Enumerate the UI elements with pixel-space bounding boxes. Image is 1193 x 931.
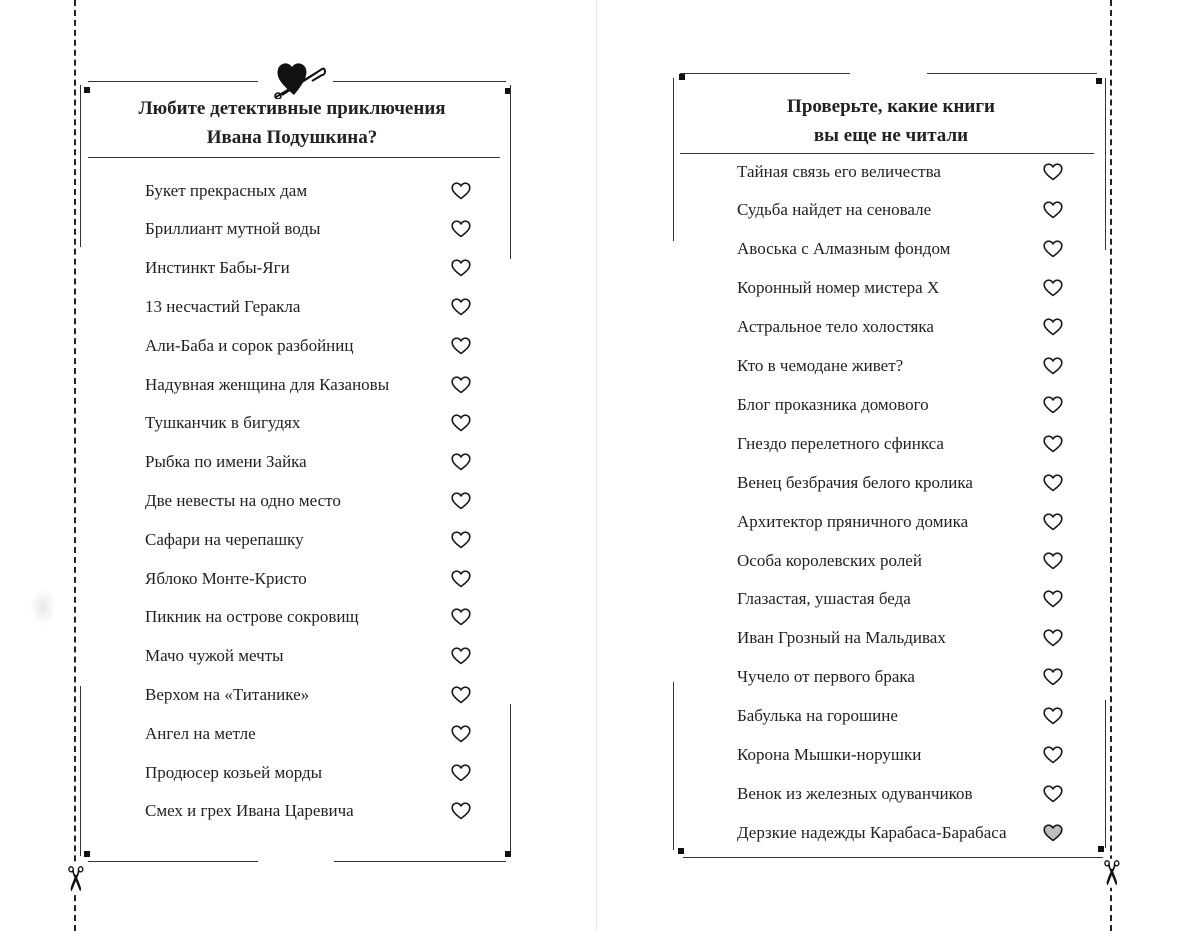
frame-right-top bbox=[510, 85, 511, 259]
heart-outline-icon[interactable] bbox=[1043, 785, 1063, 803]
heart-outline-icon[interactable] bbox=[1043, 552, 1063, 570]
heart-outline-icon[interactable] bbox=[451, 570, 471, 588]
heart-outline-icon[interactable] bbox=[1043, 435, 1063, 453]
book-title: Пикник на острове сокровищ bbox=[145, 607, 359, 627]
book-title: Тайная связь его величества bbox=[737, 161, 941, 181]
book-title: Бабулька на горошине bbox=[737, 706, 898, 726]
frame-bottom bbox=[683, 857, 1103, 858]
book-title: Бриллиант мутной воды bbox=[145, 219, 321, 239]
heart-outline-icon[interactable] bbox=[451, 608, 471, 626]
book-list-item bbox=[737, 736, 1063, 775]
book-title: Букет прекрасных дам bbox=[145, 180, 308, 200]
book-list-item bbox=[145, 365, 471, 404]
book-list-item bbox=[145, 559, 471, 598]
book-title: Иван Грозный на Мальдивах bbox=[737, 628, 946, 648]
book-list-item bbox=[145, 326, 471, 365]
book-list-item bbox=[145, 753, 471, 792]
book-title: Чучело от первого брака bbox=[737, 667, 915, 687]
book-list-item bbox=[737, 230, 1063, 269]
page-spread-divider bbox=[596, 0, 597, 931]
book-list-item bbox=[737, 385, 1063, 424]
frame-corner bbox=[84, 851, 90, 857]
frame-corner bbox=[678, 848, 684, 854]
book-title: Смех и грех Ивана Царевича bbox=[145, 801, 354, 821]
heart-outline-icon[interactable] bbox=[451, 802, 471, 820]
book-list-item bbox=[737, 697, 1063, 736]
heart-outline-icon[interactable] bbox=[1043, 396, 1063, 414]
book-title: Рыбка по имени Зайка bbox=[145, 452, 307, 472]
heart-outline-icon[interactable] bbox=[451, 492, 471, 510]
heart-outline-icon[interactable] bbox=[1043, 201, 1063, 219]
title-rule bbox=[88, 157, 500, 158]
book-list-item bbox=[737, 580, 1063, 619]
book-list-item bbox=[145, 443, 471, 482]
book-title: Тушканчик в бигудях bbox=[145, 413, 301, 433]
book-title: Надувная женщина для Казановы bbox=[145, 374, 390, 394]
book-list-item bbox=[737, 152, 1063, 191]
scissors-icon: ✂ bbox=[54, 864, 95, 894]
book-list-item bbox=[737, 269, 1063, 308]
heart-outline-icon[interactable] bbox=[451, 259, 471, 277]
cut-line-right bbox=[1110, 0, 1112, 931]
page-title: Проверьте, какие книги вы еще не читали bbox=[787, 96, 995, 146]
heart-outline-icon[interactable] bbox=[451, 182, 471, 200]
book-title: Корона Мышки-норушки bbox=[737, 745, 922, 764]
book-list-item bbox=[145, 210, 471, 249]
book-list-item bbox=[145, 520, 471, 559]
book-title: Мачо чужой мечты bbox=[145, 646, 284, 666]
book-list-item bbox=[737, 658, 1063, 697]
book-title: Астральное тело холостяка bbox=[737, 317, 934, 337]
book-title: Особа королевских ролей bbox=[737, 550, 922, 570]
heart-outline-icon[interactable] bbox=[451, 531, 471, 549]
heart-safety-pin-icon bbox=[272, 55, 328, 99]
book-title: Коронный номер мистера Х bbox=[737, 278, 940, 298]
book-title: Судьба найдет на сеновале bbox=[737, 200, 932, 220]
heart-filled-gray-icon[interactable] bbox=[1043, 824, 1063, 842]
heart-outline-icon[interactable] bbox=[1043, 318, 1063, 336]
book-title: Две невесты на одно место bbox=[145, 490, 341, 510]
heart-outline-icon[interactable] bbox=[451, 453, 471, 471]
heart-outline-icon[interactable] bbox=[1043, 590, 1063, 608]
heart-outline-icon[interactable] bbox=[1043, 707, 1063, 725]
frame-top-left bbox=[88, 81, 258, 82]
book-title: Яблоко Монте-Кристо bbox=[145, 568, 307, 588]
book-list-item bbox=[737, 774, 1063, 813]
frame-left-top bbox=[673, 78, 674, 241]
scissors-icon: ✂ bbox=[1090, 858, 1131, 888]
heart-outline-icon[interactable] bbox=[451, 298, 471, 316]
heart-outline-icon[interactable] bbox=[1043, 629, 1063, 647]
book-list-item bbox=[145, 598, 471, 637]
frame-top-right bbox=[333, 81, 506, 82]
book-list-item bbox=[737, 619, 1063, 658]
book-list-item bbox=[737, 424, 1063, 463]
book-title: Дерзкие надежды Карабаса-Барабаса bbox=[737, 822, 1007, 842]
book-title: Продюсер козьей морды bbox=[145, 762, 323, 782]
book-title: Инстинкт Бабы-Яги bbox=[145, 258, 290, 278]
heart-outline-icon[interactable] bbox=[451, 764, 471, 782]
frame-left-bottom bbox=[80, 686, 81, 856]
heart-outline-icon[interactable] bbox=[1043, 746, 1063, 764]
heart-outline-icon[interactable] bbox=[1043, 513, 1063, 531]
heart-outline-icon[interactable] bbox=[1043, 474, 1063, 492]
book-list-item bbox=[145, 714, 471, 753]
book-list-item bbox=[737, 463, 1063, 502]
heart-outline-icon[interactable] bbox=[451, 376, 471, 394]
heart-outline-icon[interactable] bbox=[451, 686, 471, 704]
heart-outline-icon[interactable] bbox=[451, 647, 471, 665]
frame-corner bbox=[84, 87, 90, 93]
book-list-item bbox=[145, 249, 471, 288]
heart-outline-icon[interactable] bbox=[451, 220, 471, 238]
heart-outline-icon[interactable] bbox=[451, 337, 471, 355]
heart-outline-icon[interactable] bbox=[1043, 668, 1063, 686]
frame-left-bottom bbox=[673, 682, 674, 850]
book-title: Гнездо перелетного сфинкса bbox=[737, 433, 944, 453]
frame-corner bbox=[1098, 846, 1104, 852]
frame-top-right bbox=[927, 73, 1097, 74]
book-list-item bbox=[737, 191, 1063, 230]
frame-corner bbox=[1096, 78, 1102, 84]
book-title: Авоська с Алмазным фондом bbox=[737, 239, 951, 259]
book-title: Али-Баба и сорок разбойниц bbox=[145, 335, 354, 355]
page-title: Любите детективные приключения Ивана Подушкина? bbox=[138, 98, 446, 148]
page-shadow bbox=[30, 588, 56, 626]
book-title: Глазастая, ушастая беда bbox=[737, 589, 911, 609]
heart-outline-icon[interactable] bbox=[1043, 163, 1063, 181]
book-list-item bbox=[145, 637, 471, 676]
frame-top-left bbox=[680, 73, 850, 74]
book-list-item bbox=[737, 308, 1063, 347]
book-list-item bbox=[145, 675, 471, 714]
heart-outline-icon[interactable] bbox=[1043, 357, 1063, 375]
book-title: Венок из железных одуванчиков bbox=[737, 783, 973, 803]
book-title: Верхом на «Титанике» bbox=[145, 684, 310, 704]
frame-right-bottom bbox=[1105, 700, 1106, 848]
frame-corner bbox=[505, 851, 511, 857]
book-title: Блог проказника домового bbox=[737, 394, 929, 414]
frame-corner bbox=[679, 74, 685, 80]
book-list-item bbox=[145, 404, 471, 443]
book-list-item bbox=[145, 481, 471, 520]
heart-outline-icon[interactable] bbox=[1043, 240, 1063, 258]
book-list-item bbox=[737, 541, 1063, 580]
frame-bottom-left bbox=[88, 861, 258, 862]
book-list-item bbox=[145, 287, 471, 326]
book-title: Кто в чемодане живет? bbox=[737, 356, 904, 375]
frame-bottom-right bbox=[334, 861, 506, 862]
book-title: 13 несчастий Геракла bbox=[145, 296, 301, 316]
book-list-item bbox=[145, 792, 471, 831]
book-list-item bbox=[145, 171, 471, 210]
cut-line-left bbox=[74, 0, 76, 931]
book-title: Венец безбрачия белого кролика bbox=[737, 472, 973, 492]
book-list-item bbox=[737, 347, 1063, 386]
frame-right-bottom bbox=[510, 704, 511, 854]
book-title: Сафари на черепашку bbox=[145, 529, 304, 549]
book-title: Архитектор пряничного домика bbox=[737, 511, 969, 531]
frame-left-top bbox=[80, 85, 81, 247]
book-list-item bbox=[737, 502, 1063, 541]
book-list-item bbox=[737, 813, 1063, 852]
book-title: Ангел на метле bbox=[145, 723, 256, 743]
heart-outline-icon[interactable] bbox=[451, 414, 471, 432]
heart-outline-icon[interactable] bbox=[1043, 279, 1063, 297]
heart-outline-icon[interactable] bbox=[451, 725, 471, 743]
